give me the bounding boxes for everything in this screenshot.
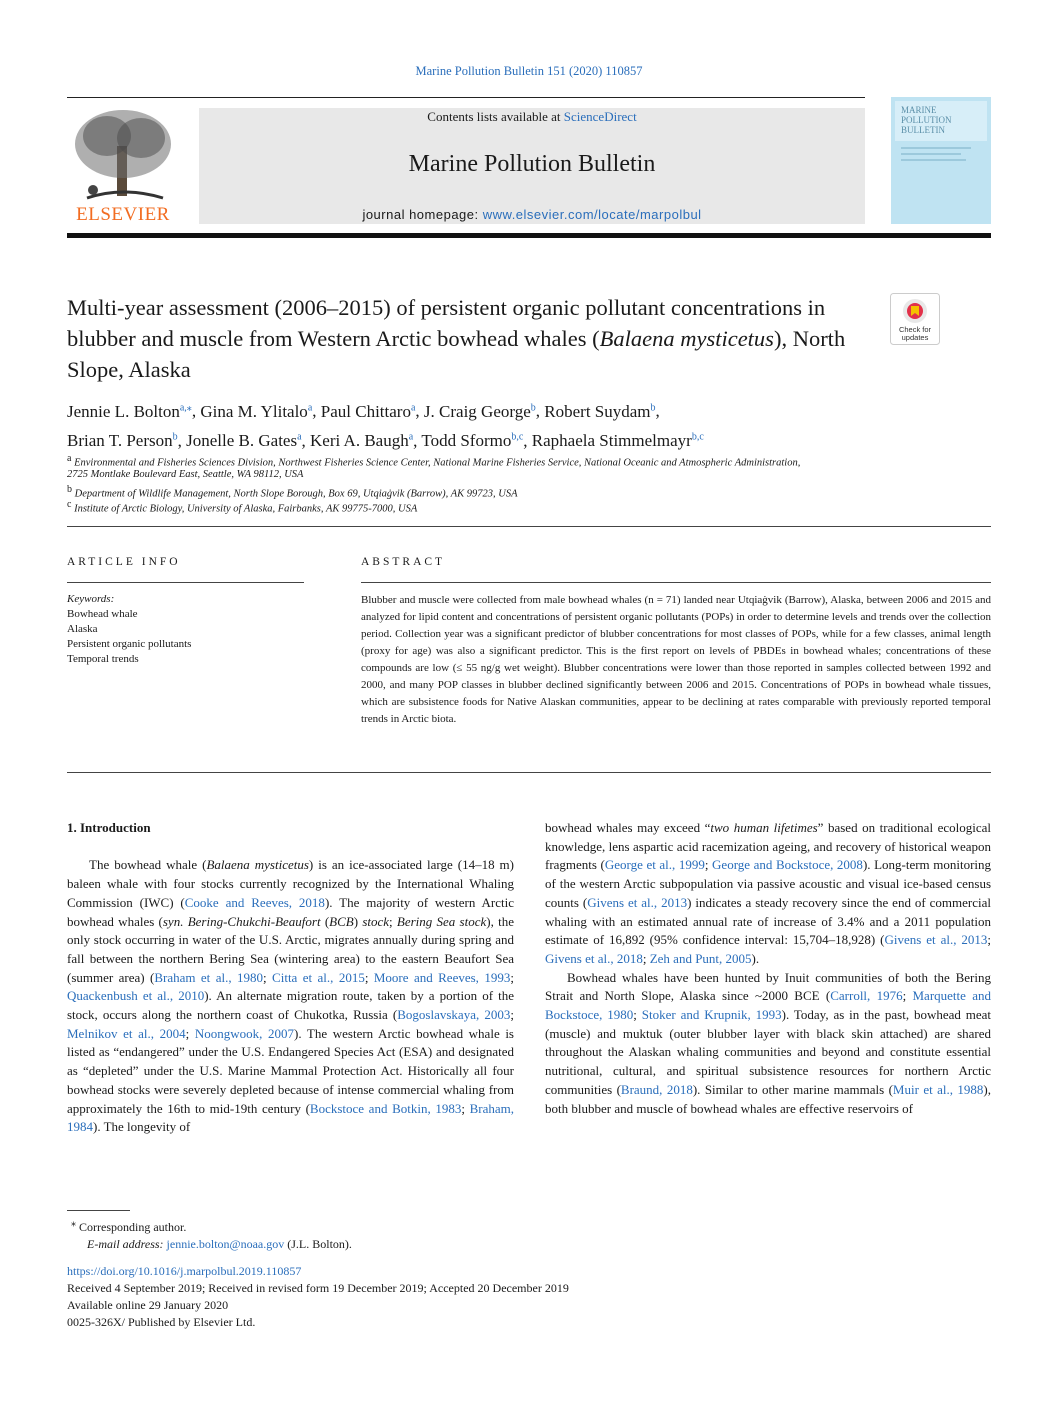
text-run: ; xyxy=(263,969,273,985)
citation-link[interactable]: Braham et al., 1980 xyxy=(154,969,264,985)
text-run: ). Long-term monitoring of the western Arctic subpopulation via passive acoustic and visual ice-based census counts ( xyxy=(545,857,992,910)
author[interactable] xyxy=(186,431,301,450)
available-online: Available online 29 January 2020 xyxy=(67,1298,229,1312)
text-run: ; xyxy=(642,950,650,966)
svg-text:updates: updates xyxy=(901,333,929,342)
text-run: ; xyxy=(364,969,374,985)
text-run: ( xyxy=(320,913,330,929)
author-affiliation-mark[interactable]: b xyxy=(650,402,656,413)
author-affiliation-mark[interactable]: b xyxy=(172,431,178,443)
author[interactable] xyxy=(532,431,704,450)
text-run: ). The longevity of xyxy=(93,1119,191,1135)
author-name: Jennie L. Bolton xyxy=(67,401,180,421)
elsevier-wordmark: ELSEVIER xyxy=(76,204,170,225)
title-text-1: Multi-year assessment (2006–2015) of persistent organic pollutant concentrations in blubber and muscle from Western Arctic bowhead whales ( xyxy=(67,295,826,351)
intro-paragraph-2 xyxy=(545,969,991,1119)
svg-text:POLLUTION: POLLUTION xyxy=(901,115,952,125)
author-affiliation-mark[interactable]: b xyxy=(530,402,536,413)
journal-cover-thumbnail[interactable] xyxy=(891,97,991,224)
text-run: ; xyxy=(185,1025,195,1041)
italic-text: BCB xyxy=(329,913,354,929)
journal-title: Marine Pollution Bulletin xyxy=(408,151,656,177)
keyword-item: Temporal trends xyxy=(67,653,139,665)
author-affiliation-mark[interactable]: a,⁎ xyxy=(179,402,192,413)
footnote-rule xyxy=(67,1210,130,1211)
doi-link[interactable]: https://doi.org/10.1016/j.marpolbul.2019.110857 xyxy=(67,1264,302,1278)
title-text-2: ), North Slope, Alaska xyxy=(67,326,846,382)
svg-text:Check for: Check for xyxy=(898,325,932,334)
text-run: ; xyxy=(633,1007,642,1023)
header-thick-rule xyxy=(67,233,991,238)
homepage-link[interactable]: www.elsevier.com/locate/marpolbul xyxy=(482,207,702,222)
author-affiliation-mark[interactable]: b,c xyxy=(511,431,524,443)
contents-prefix: Contents lists available at xyxy=(427,109,564,124)
italic-text: syn. Bering-Chukchi-Beaufort xyxy=(162,913,321,929)
intro-paragraph-1-continued xyxy=(545,819,991,969)
citation-link[interactable]: Givens et al., 2018 xyxy=(545,950,643,966)
corresponding-author-note: ⁎ Corresponding author. xyxy=(71,1218,187,1234)
homepage-prefix: journal homepage: xyxy=(362,207,483,222)
author-list: Jennie L. Bolton$^{a,⁎}$, Gina M. Ylitalo$^a$, Paul Chittaro$^a$, J. Craig George$^b$, Robert Suydam$^b$, Brian T. Person$^b$, Jonelle B. Gates$^a$, Keri A. Baugh$^a$, Todd Sformo$^{b,c}$, Raphaela Stimmelmayr$^{b,c}$ xyxy=(67,401,704,451)
author-affiliation-mark[interactable]: a xyxy=(408,431,414,443)
text-run: ; xyxy=(461,1100,470,1116)
text-run: ). An alternate migration route, taken by a portion of the stock, occurs along the northern coast of Chukotka, Russia ( xyxy=(67,988,514,1023)
abstract-heading: ABSTRACT xyxy=(361,556,446,568)
affiliation-c: $^c$ Institute of Arctic Biology, University of Alaska, Fairbanks, AK 99775-7000, USA xyxy=(67,499,418,515)
check-for-updates-badge[interactable] xyxy=(890,293,940,345)
abstract-text: Blubber and muscle were collected from male bowhead whales (n = 71) landed near Utqiaġvik (Barrow), Alaska, between 2006 and 2015 and analyzed for lipid content and concentrations of persistent organic pollutants (POPs) in order to determine levels and trends over the collection period. Collection year was a significant predictor of blubber concentrations for most classes of POPs, while for a few classes, animal length (proxy for age) was also a significant predictor. This is the first report on levels of PBDEs in bowhead whales; concentrations of these compounds are low (≤ 55 ng/g wet weight). Blubber concentrations were lower than those reported in samples collected between 1992 and 2000, and many POP classes in blubber declined significantly between 2006 and 2015. Concentrations of POPs in bowhead whale tissues, which are subsistence foods for Native Alaskan communities, appear to be declining at rates comparable with previously reported temporal trends in Arctic biota. xyxy=(361,594,991,725)
author[interactable] xyxy=(424,402,536,421)
citation-link[interactable]: Quackenbush et al., 2010 xyxy=(67,988,205,1004)
citation-link[interactable]: Bogoslavskaya, 2003 xyxy=(397,1007,511,1023)
text-run: ; xyxy=(704,857,713,873)
citation-link[interactable]: Citta et al., 2015 xyxy=(272,969,365,985)
citation-link[interactable]: Braham, 1984 xyxy=(67,1100,514,1135)
italic-text: Balaena mysticetus xyxy=(206,857,309,873)
author[interactable] xyxy=(310,431,413,450)
author[interactable] xyxy=(67,402,192,421)
text-run: ), the only stock occurring in water of the U.S. Arctic, migrates annually during spring and fall between the northern Bering Sea (wintering area) to the eastern Beaufort Sea (summer area) ( xyxy=(67,913,514,985)
author[interactable] xyxy=(321,402,416,421)
keyword-item: Alaska xyxy=(67,623,98,635)
divider xyxy=(67,582,304,583)
text-run: ). The majority of western Arctic bowhead whales ( xyxy=(67,894,514,929)
citation-link[interactable]: Braund, 2018 xyxy=(620,1081,693,1097)
author[interactable] xyxy=(544,402,655,421)
author[interactable] xyxy=(67,431,178,450)
keyword-item: Bowhead whale xyxy=(67,608,138,620)
text-run: ) indicates a steady recovery since the end of commercial whaling with an estimated annual rate of increase of 3.4% and a 2011 population estimate of 16,892 (95% confidence interval: 15,704–18,928) ( xyxy=(545,894,991,948)
issn-publisher: 0025-326X/ Published by Elsevier Ltd. xyxy=(67,1315,256,1329)
italic-text: two human lifetimes xyxy=(710,820,818,835)
text-run: ). xyxy=(751,950,760,966)
citation-link[interactable]: Noongwook, 2007 xyxy=(194,1025,294,1041)
text-run: ; xyxy=(510,1007,514,1023)
divider xyxy=(67,526,991,527)
keyword-item: Persistent organic pollutants xyxy=(67,638,192,650)
body-column-right xyxy=(545,819,991,1118)
author-name: Todd Sformo xyxy=(421,431,512,451)
svg-text:BULLETIN: BULLETIN xyxy=(901,125,945,135)
affiliation-b: $^b$ Department of Wildlife Management, North Slope Borough, Box 69, Utqiaġvik (Barrow), AK 99723, USA xyxy=(67,484,518,500)
text-run: ; xyxy=(389,913,397,929)
text-run: ; xyxy=(987,932,991,948)
citation-link[interactable]: Moore and Reeves, 1993 xyxy=(373,969,511,985)
svg-text:MARINE: MARINE xyxy=(901,105,937,115)
author-name: Jonelle B. Gates xyxy=(186,431,298,451)
author-name: Raphaela Stimmelmayr xyxy=(531,431,692,451)
citation-link[interactable]: Muir et al., 1988 xyxy=(892,1081,984,1097)
article-title xyxy=(67,292,877,385)
journal-reference-link[interactable]: Marine Pollution Bulletin 151 (2020) 110857 xyxy=(415,64,643,78)
author-name: Robert Suydam xyxy=(544,401,651,421)
text-run: ). Similar to other marine mammals ( xyxy=(692,1081,893,1097)
citation-link[interactable]: George et al., 1999 xyxy=(604,857,705,873)
received-dates: Received 4 September 2019; Received in revised form 19 December 2019; Accepted 20 December 2019 xyxy=(67,1281,569,1295)
citation-link[interactable]: Melnikov et al., 2004 xyxy=(67,1025,186,1041)
intro-paragraph-1 xyxy=(67,856,514,1137)
sciencedirect-link[interactable]: ScienceDirect xyxy=(563,109,637,124)
citation-link[interactable]: Carroll, 1976 xyxy=(830,988,903,1004)
publication-info xyxy=(67,1263,967,1331)
author-name: Brian T. Person xyxy=(67,431,173,451)
journal-homepage xyxy=(199,207,865,222)
section-heading: 1. Introduction xyxy=(67,820,151,835)
author-name: Paul Chittaro xyxy=(320,401,411,421)
text-run: The bowhead whale ( xyxy=(89,857,207,873)
author-name: Gina M. Ylitalo xyxy=(200,401,308,421)
text-run: ) is an ice-associated large (14–18 m) baleen whale with four stocks currently recognized by the International Whaling Commission (IWC) ( xyxy=(67,857,514,910)
author-name: J. Craig George xyxy=(423,401,531,421)
footnotes xyxy=(67,1215,967,1253)
citation-link[interactable]: Cooke and Reeves, 2018 xyxy=(184,894,325,910)
citation-link[interactable]: Givens et al., 2013 xyxy=(587,894,688,910)
text-run: ), both blubber and muscle of bowhead whales are effective reservoirs of xyxy=(545,1081,991,1116)
article-info-heading: ARTICLE INFO xyxy=(67,556,181,568)
text-run: ; xyxy=(510,969,514,985)
author-name: Keri A. Baugh xyxy=(310,431,409,451)
citation-link[interactable]: Marquette and Bockstoce, 1980 xyxy=(545,988,991,1023)
email-link[interactable]: jennie.bolton@noaa.gov xyxy=(166,1237,285,1251)
author-affiliation-mark[interactable]: a xyxy=(307,402,313,413)
author-affiliation-mark[interactable]: a xyxy=(297,431,302,443)
divider xyxy=(67,772,991,773)
citation-link[interactable]: Bockstoce and Botkin, 1983 xyxy=(309,1100,462,1116)
keywords-block xyxy=(67,592,304,667)
text-run: bowhead whales may exceed “ xyxy=(545,820,711,835)
italic-text: Bering Sea stock xyxy=(396,913,487,929)
title-species-italic: Balaena mysticetus xyxy=(599,326,774,351)
body-column-left xyxy=(67,819,514,1137)
affiliation-a: $^a$ Environmental and Fisheries Sciences Division, Northwest Fisheries Science Center, National Marine Fisheries Service, National Oceanic and Atmospheric Administration, xyxy=(67,453,801,469)
email-note: E-mail address: jennie.bolton@noaa.gov (J.L. Bolton). xyxy=(87,1237,352,1251)
text-run: ) xyxy=(353,913,363,929)
italic-text: stock xyxy=(362,913,390,929)
text-run: ). Today, as in the past, bowhead meat (muscle) and muktuk (outer blubber layer with black skin attached) are shared throughout the Alaskan whaling communities and beyond and constitute essential nutritional, cultural, and spiritual subsistence resources for northern Arctic communities ( xyxy=(545,1007,992,1097)
text-run: ” based on traditional ecological knowledge, lens aspartic acid racemization ageing, and recovery of historical weapon fragments ( xyxy=(545,820,992,873)
header-rule xyxy=(67,97,865,98)
text-run: Bowhead whales have been hunted by Inuit communities of both the Bering Strait and North Slope, Alaska since ~2000 BCE ( xyxy=(545,969,991,1004)
contents-line xyxy=(199,109,865,125)
author-affiliation-mark[interactable]: b,c xyxy=(691,431,704,443)
author-affiliation-mark[interactable]: a xyxy=(410,402,416,413)
citation-link[interactable]: George and Bockstoce, 2008 xyxy=(712,857,863,873)
keywords-label: Keywords: xyxy=(67,593,115,605)
citation-link[interactable]: Givens et al., 2013 xyxy=(884,932,988,948)
citation-link[interactable]: Zeh and Punt, 2005 xyxy=(649,950,752,966)
text-run: ; xyxy=(902,988,913,1004)
citation-link[interactable]: Stoker and Krupnik, 1993 xyxy=(641,1007,782,1023)
text-run: ). The western Arctic bowhead whale is listed as “endangered” under the U.S. Endangered Species Act (ESA) and designated as “depleted” under the U.S. Marine Mammal Protection Act. Historically all four bowhead stocks were severely depleted because of intense commercial whaling from approximately the 16th to mid-19th century ( xyxy=(67,1025,514,1116)
affiliation-a-address: 2725 Montlake Boulevard East, Seattle, WA 98112, USA xyxy=(67,469,304,480)
author[interactable] xyxy=(421,431,523,450)
author[interactable] xyxy=(200,402,312,421)
divider xyxy=(361,582,991,583)
